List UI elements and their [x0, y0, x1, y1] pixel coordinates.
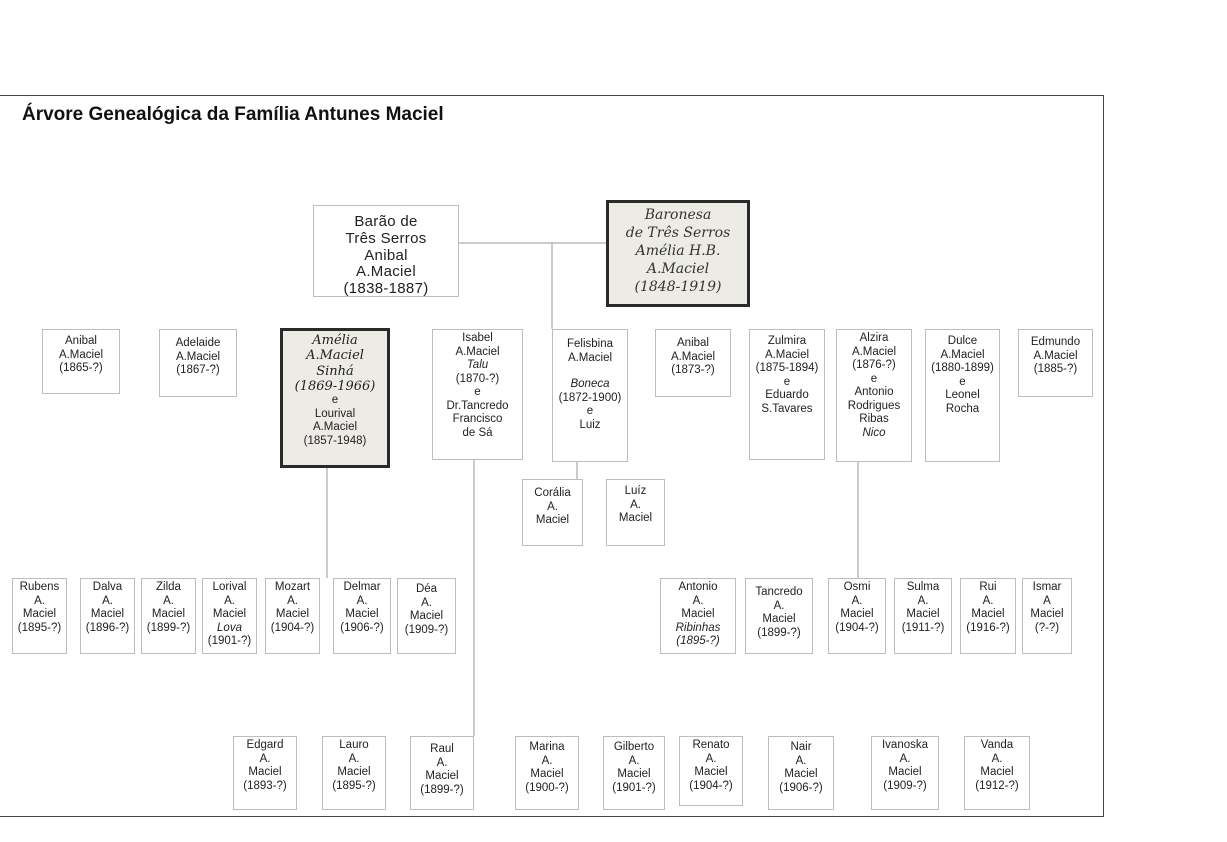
person-ivanoska	[871, 736, 939, 810]
name-line: Maciel	[275, 608, 310, 621]
and-line: e	[586, 405, 594, 418]
dates-line: (?-?)	[1034, 621, 1060, 634]
name-line: Amélia	[312, 333, 358, 348]
name-line: Maciel	[90, 608, 125, 621]
person-adelaide	[159, 329, 237, 397]
dates-line: (1869-1966)	[294, 378, 376, 394]
name-line: Gilberto	[613, 741, 655, 753]
person-zulmira	[749, 329, 825, 460]
name-line: A.	[436, 756, 448, 769]
blank-line	[553, 365, 627, 378]
name-line: Tancredo	[755, 586, 803, 598]
name-line: Ivanoska	[881, 739, 929, 751]
name-line: Dalva	[92, 581, 123, 593]
person-alzira	[836, 329, 912, 462]
name-line: Maciel	[1030, 608, 1064, 621]
spouse-dates-line: (1857-1948)	[303, 435, 367, 447]
name-line: A.	[628, 754, 640, 767]
dates-line: (1848-1919)	[634, 278, 722, 295]
and-line: e	[783, 375, 791, 388]
name-line: Maciel	[694, 766, 728, 779]
spouse-line: Dr.Tancredo	[446, 399, 509, 412]
nickname-line: Lova	[217, 621, 242, 634]
name-line: A.	[991, 752, 1003, 765]
name-line: A.	[163, 594, 174, 607]
spouse-line: Rodrigues	[847, 399, 901, 412]
dates-line: (1885-?)	[1033, 363, 1078, 376]
name-line: A.	[851, 594, 863, 607]
name-line: Luíz	[624, 485, 647, 497]
dates-line: (1912-?)	[975, 779, 1019, 792]
name-line: Renato	[692, 739, 730, 751]
name-line: Marina	[529, 741, 565, 753]
diagram-title: Árvore Genealógica da Família Antunes Maciel	[22, 104, 444, 125]
and-line: e	[474, 386, 481, 399]
name-line: A.	[34, 594, 45, 607]
dates-line: (1916-?)	[966, 621, 1010, 634]
name-line: Antonio	[678, 581, 718, 593]
name-line: A.Maciel	[455, 345, 500, 358]
name-line: Maciel	[337, 766, 371, 779]
spouse-line: A.Maciel	[312, 421, 358, 434]
name-line: Maciel	[530, 768, 564, 781]
dates-line: (1865-?)	[59, 362, 103, 375]
spouse-nickname-line: Nico	[862, 426, 886, 439]
dates-line: (1896-?)	[85, 621, 130, 634]
name-line: Anibal	[65, 335, 97, 347]
spouse-line: Eduardo	[765, 389, 809, 402]
spouse-line: Antonio	[854, 386, 894, 399]
name-line: Isabel	[462, 332, 493, 344]
person-anibal-1873	[655, 329, 731, 397]
person-tancredo	[745, 578, 813, 654]
name-line: A.Maciel	[851, 345, 897, 358]
name-line: Raul	[430, 743, 454, 755]
person-zilda	[141, 578, 196, 654]
name-line: A.Maciel	[58, 348, 104, 361]
name-line: Três Serros	[345, 229, 427, 247]
person-ismar	[1022, 578, 1072, 654]
name-line: A.	[356, 594, 368, 607]
spouse-line: Lourival	[314, 407, 356, 420]
spouse-line: Luiz	[579, 418, 601, 431]
name-line: Maciel	[681, 608, 715, 621]
name-line: A.	[421, 596, 432, 609]
person-vanda	[964, 736, 1030, 810]
name-line: Maciel	[618, 512, 653, 525]
dates-line: (1895-?)	[17, 621, 62, 634]
dates-line: (1904-?)	[270, 621, 315, 634]
person-raul	[410, 736, 474, 810]
name-line: Edgard	[246, 739, 284, 751]
name-line: A.	[348, 752, 360, 765]
person-dea	[397, 578, 456, 654]
name-line: Maciel	[617, 768, 651, 781]
person-antonio-ribinhas	[660, 578, 736, 654]
name-line: Anibal	[677, 337, 709, 349]
name-line: Sulma	[906, 581, 940, 593]
name-line: A.Maciel	[670, 350, 716, 363]
dates-line: (1904-?)	[835, 621, 879, 634]
spouse-line: Francisco	[452, 413, 503, 426]
dates-line: (1899-?)	[146, 621, 191, 634]
dates-line: (1893-?)	[243, 779, 287, 792]
person-edmundo	[1018, 329, 1093, 397]
name-line: A.Maciel	[764, 348, 810, 361]
name-line: A.Maciel	[567, 351, 613, 364]
dates-line: (1895-?)	[676, 635, 720, 648]
spouse-line: de Sá	[462, 426, 493, 439]
name-line: Maciel	[888, 766, 922, 779]
name-line: Maciel	[151, 608, 186, 621]
dates-line: (1904-?)	[689, 779, 733, 792]
dates-line: (1911-?)	[901, 621, 945, 634]
name-line: Rubens	[19, 581, 60, 593]
name-line: A.	[899, 752, 911, 765]
name-line: Vanda	[980, 739, 1014, 751]
nickname-line: Boneca	[570, 378, 610, 391]
dates-line: (1876-?)	[852, 359, 896, 372]
person-isabel	[432, 329, 523, 460]
name-line: Lorival	[212, 581, 247, 593]
person-mozart	[265, 578, 320, 654]
name-line: A.	[795, 754, 807, 767]
name-line: Adelaide	[175, 337, 221, 349]
name-line: Alzira	[859, 332, 889, 344]
name-line: Maciel	[22, 608, 57, 621]
name-line: Ismar	[1032, 581, 1062, 593]
person-dalva	[80, 578, 135, 654]
dates-line: (1899-?)	[757, 626, 801, 639]
nickname-line: Ribinhas	[675, 621, 721, 634]
name-line: A.	[287, 594, 298, 607]
name-line: Maciel	[345, 608, 379, 621]
dates-line: (1838-1887)	[343, 280, 429, 298]
name-line: Lauro	[339, 739, 369, 751]
name-line: Felisbina	[566, 338, 614, 350]
name-line: A.	[102, 594, 113, 607]
person-amelia-sinha	[280, 328, 390, 468]
person-osmi	[828, 578, 886, 654]
name-line: Maciel	[906, 608, 940, 621]
nickname-line: Sinhá	[316, 363, 354, 379]
name-line: Zulmira	[767, 335, 807, 347]
name-line: Maciel	[784, 768, 818, 781]
name-line: Maciel	[980, 766, 1014, 779]
name-line: Mozart	[274, 581, 311, 593]
name-line: Amélia H.B.	[635, 242, 721, 259]
name-line: Baronesa	[644, 207, 712, 223]
name-line: A.	[705, 752, 717, 765]
name-line: A.	[917, 594, 929, 607]
person-coralia	[522, 479, 583, 546]
dates-line: (1906-?)	[779, 781, 823, 794]
name-line: Maciel	[409, 610, 444, 623]
dates-line: (1872-1900)	[558, 391, 622, 404]
name-line: A.Maciel	[175, 350, 221, 363]
spouse-line: Ribas	[859, 413, 889, 426]
name-line: A.Maciel	[356, 263, 416, 281]
dates-line: (1895-?)	[332, 779, 376, 792]
dates-line: (1901-?)	[207, 635, 252, 648]
dates-line: (1909-?)	[883, 779, 927, 792]
person-felisbina	[552, 329, 628, 462]
person-baronesa	[606, 200, 750, 307]
name-line: A.	[547, 500, 558, 513]
spouse-line: S.Tavares	[761, 402, 813, 415]
dates-line: (1873-?)	[671, 364, 715, 377]
person-sulma	[894, 578, 952, 654]
name-line: A.Maciel	[646, 260, 710, 277]
person-marina	[515, 736, 579, 810]
name-line: A.	[982, 594, 994, 607]
name-line: A.	[692, 594, 704, 607]
name-line: Maciel	[840, 608, 874, 621]
person-edgard	[233, 736, 297, 810]
person-luiz	[606, 479, 665, 546]
name-line: Zilda	[156, 581, 181, 593]
name-line: A.	[259, 752, 271, 765]
name-line: A	[1043, 594, 1051, 607]
person-barao	[313, 205, 459, 297]
and-line: e	[331, 394, 339, 407]
name-line: Nair	[790, 741, 812, 753]
name-line: Osmi	[843, 581, 871, 593]
name-line: Maciel	[212, 608, 247, 621]
person-rui	[960, 578, 1016, 654]
name-line: Maciel	[248, 766, 282, 779]
name-line: Maciel	[971, 608, 1005, 621]
person-delmar	[333, 578, 391, 654]
name-line: Maciel	[535, 514, 570, 527]
dates-line: (1906-?)	[340, 621, 384, 634]
dates-line: (1901-?)	[612, 781, 656, 794]
name-line: Rui	[979, 581, 997, 593]
name-line: Delmar	[343, 581, 381, 593]
dates-line: (1867-?)	[176, 364, 220, 377]
person-anibal-1865	[42, 329, 120, 394]
dates-line: (1875-1894)	[755, 362, 819, 375]
name-line: Maciel	[425, 770, 459, 783]
person-nair	[768, 736, 834, 810]
name-line: A.	[541, 754, 553, 767]
spouse-line: Rocha	[945, 402, 980, 415]
dates-line: (1870-?)	[455, 372, 500, 385]
spouse-line: Leonel	[945, 389, 980, 402]
and-line: e	[959, 375, 966, 388]
name-line: Maciel	[762, 613, 796, 626]
person-rubens	[12, 578, 67, 654]
nickname-line: Talu	[466, 359, 489, 372]
and-line: e	[870, 372, 878, 385]
name-line: Edmundo	[1030, 336, 1081, 348]
name-line: A.	[630, 498, 641, 511]
name-line: A.Maciel	[306, 348, 364, 364]
name-line: A.Maciel	[940, 348, 985, 361]
person-lauro	[322, 736, 386, 810]
person-gilberto	[603, 736, 665, 810]
dates-line: (1880-1899)	[931, 362, 994, 375]
name-line: A.	[224, 594, 235, 607]
dates-line: (1909-?)	[404, 623, 449, 636]
dates-line: (1899-?)	[420, 783, 464, 796]
name-line: A.Maciel	[1033, 349, 1078, 362]
person-lorival	[202, 578, 257, 654]
name-line: Corália	[534, 487, 571, 499]
name-line: A.	[773, 599, 785, 612]
name-line: Dulce	[947, 335, 978, 347]
person-renato	[679, 736, 743, 806]
name-line: de Três Serros	[625, 224, 731, 241]
dates-line: (1900-?)	[525, 781, 569, 794]
name-line: Barão de	[354, 213, 418, 230]
name-line: Anibal	[364, 246, 408, 264]
name-line: Déa	[415, 583, 438, 595]
person-dulce	[925, 329, 1000, 462]
